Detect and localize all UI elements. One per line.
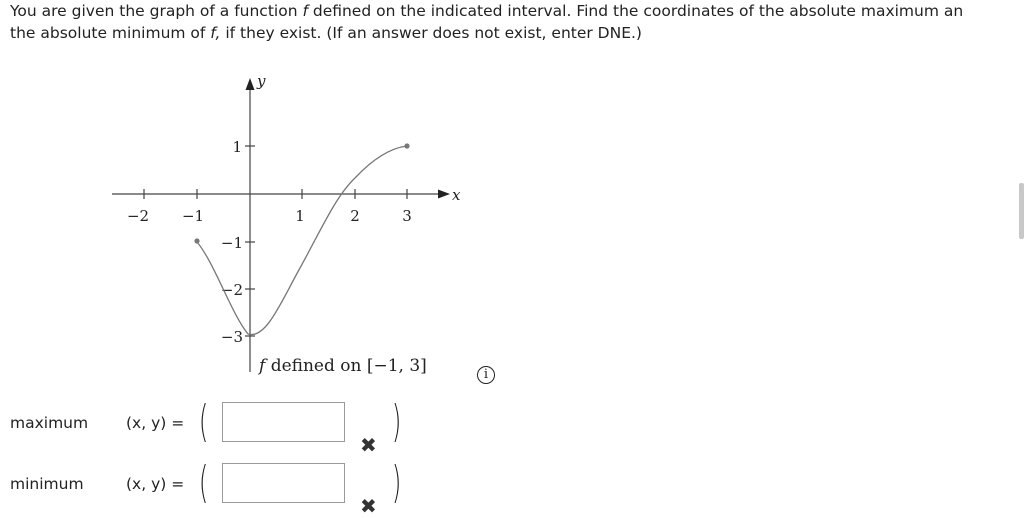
- x-tick-label: −2: [126, 207, 150, 225]
- maximum-answer-field[interactable]: [222, 402, 345, 442]
- minimum-open-paren: (: [198, 457, 209, 508]
- maximum-input[interactable]: [223, 403, 344, 441]
- y-tick-label: −3: [220, 328, 243, 346]
- x-tick-label: 1: [295, 207, 305, 225]
- minimum-label: minimum: [10, 475, 84, 493]
- graph-caption: f defined on [−1, 3]: [259, 356, 427, 376]
- info-icon[interactable]: i: [477, 366, 495, 384]
- x-tick-label: 3: [402, 207, 412, 225]
- y-tick-label: −2: [220, 281, 243, 299]
- minimum-xy-label: (x, y) =: [126, 475, 185, 493]
- x-tick-labels: [127, 207, 412, 225]
- x-tick-label: −1: [181, 207, 205, 225]
- maximum-incorrect-icon: ✖: [360, 433, 377, 457]
- x-axis-label: x: [452, 186, 461, 204]
- question-text: [10, 0, 1020, 44]
- page-scrollbar[interactable]: [1019, 183, 1024, 239]
- right-endpoint-dot: [404, 143, 409, 148]
- x-axis-arrow: [438, 190, 450, 199]
- minimum-answer-field[interactable]: [222, 463, 345, 503]
- x-tick-label: 2: [350, 207, 360, 225]
- maximum-xy-label: (x, y) =: [126, 414, 185, 432]
- minimum-close-paren: ): [391, 457, 402, 508]
- maximum-close-paren: ): [391, 396, 402, 447]
- y-tick-label: −1: [220, 234, 243, 252]
- maximum-label: maximum: [10, 414, 89, 432]
- question-line-1: You are given the graph of a function f defined on the indicated interval. Find the coordinates of the absolute maximum an: [10, 2, 964, 20]
- y-axis-arrow: [246, 78, 255, 90]
- y-tick-labels: [221, 138, 243, 346]
- y-axis-label: y: [257, 72, 266, 90]
- left-endpoint-dot: [194, 238, 199, 243]
- minimum-input[interactable]: [223, 464, 344, 502]
- y-tick-label: 1: [232, 138, 242, 156]
- minimum-incorrect-icon: ✖: [360, 494, 377, 518]
- maximum-open-paren: (: [198, 396, 209, 447]
- question-line-2: the absolute minimum of f, if they exist. (If an answer does not exist, enter DNE.): [10, 24, 642, 42]
